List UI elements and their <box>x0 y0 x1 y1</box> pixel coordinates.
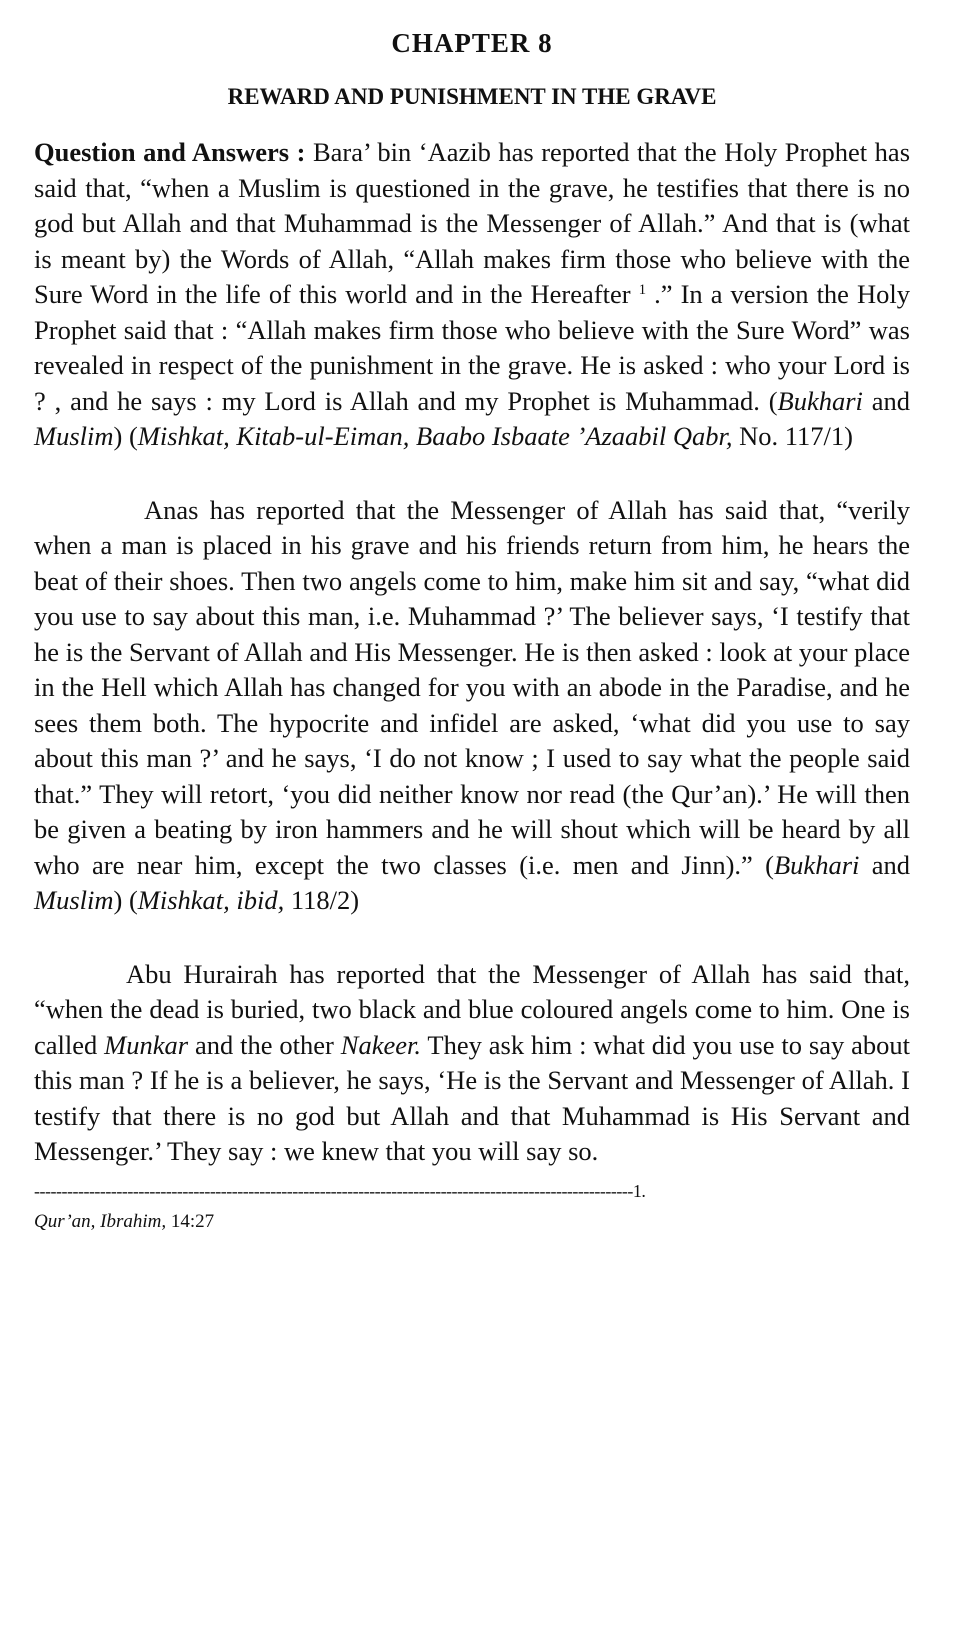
document-page <box>34 0 910 1234</box>
paragraph-text: They ask him : what did you use to say about this man ? If he is a believer, he says, ‘He is the Servant and Messenger of Allah. I testify that there is no god but Allah and that Muhammad is His Servant and Messenger.’ They say : we knew that you will say so. <box>34 1029 911 1166</box>
footnote-source: Qur’an, Ibrahim, <box>34 1210 167 1232</box>
source-bukhari: Bukhari <box>774 849 860 880</box>
footnote-divider: -------------------------------------------------------------------------------------------------------------1. <box>34 1180 646 1201</box>
paragraph-text: 118/2) <box>284 885 360 915</box>
reference-mishkat: Mishkat, Kitab-ul-Eiman, Baabo Isbaate ’Azaabil Qabr, <box>137 421 733 451</box>
paragraph-text: ) ( <box>113 421 138 451</box>
paragraph-text: and <box>862 385 910 416</box>
paragraph-lead: Question and Answers : <box>34 137 306 167</box>
footnote-marker: 1 <box>638 282 647 298</box>
paragraph-anas <box>34 493 910 919</box>
source-muslim: Muslim <box>34 885 114 915</box>
footnote-ref: 14:27 <box>166 1210 215 1232</box>
paragraph-question-and-answers <box>34 135 910 455</box>
chapter-heading: CHAPTER 8 <box>391 28 553 58</box>
name-nakeer: Nakeer. <box>340 1029 421 1060</box>
paragraph-text: and <box>859 849 911 880</box>
paragraph-text: Abu Hurairah has reported that the Messenger of Allah has said that, “when the dead is buried, two black and blue coloured angels come to him. One is called <box>34 958 910 1060</box>
reference-mishkat: Mishkat, ibid, <box>137 885 285 915</box>
paragraph-text: ) ( <box>113 885 138 915</box>
source-bukhari: Bukhari <box>777 385 863 416</box>
paragraph-text: No. 117/1) <box>732 421 853 451</box>
chapter-title: REWARD AND PUNISHMENT IN THE GRAVE <box>227 84 717 109</box>
name-munkar: Munkar <box>104 1029 189 1060</box>
footnote <box>34 1210 910 1234</box>
paragraph-text: and the other <box>188 1029 341 1060</box>
paragraph-text: .” In a version the Holy Prophet said that : “Allah makes firm those who believe with the Sure Word” was revealed in respect of the punishment in the grave. He is asked : who your Lord is ? , and he says : my Lord is Allah and my Prophet is Muhammad. ( <box>34 279 910 416</box>
paragraph-abu-hurairah <box>34 957 910 1170</box>
paragraph-text: Bara’ bin ‘Aazib has reported that the Holy Prophet has said that, “when a Muslim is questioned in the grave, he testifies that there is no god but Allah and that Muhammad is the Messenger of Allah.” And that is (what is meant by) the Words of Allah, “Allah makes firm those who believe with the Sure Word in the life of this world and in the Hereafter <box>34 137 911 309</box>
paragraph-text: Anas has reported that the Messenger of Allah has said that, “verily when a man is placed in his grave and his friends return from him, he hears the beat of their shoes. Then two angels come to him, make him sit and say, “what did you use to say about this man, i.e. Muhammad ?’ The believer says, ‘I testify that he is the Servant of Allah and His Messenger. He is then asked : look at your place in the Hell which Allah has changed for you with an abode in the Paradise, and he sees them both. The hypocrite and infidel are asked, ‘what did you use to say about this man ?’ and he says, ‘I do not know ; I used to say what the people said that.” They will retort, ‘you did neither know nor read (the Qur’an).’ He will then be given a beating by iron hammers and he will shout which will be heard by all who are near him, except the two classes (i.e. men and Jinn).” ( <box>34 494 910 880</box>
source-muslim: Muslim <box>34 421 114 451</box>
